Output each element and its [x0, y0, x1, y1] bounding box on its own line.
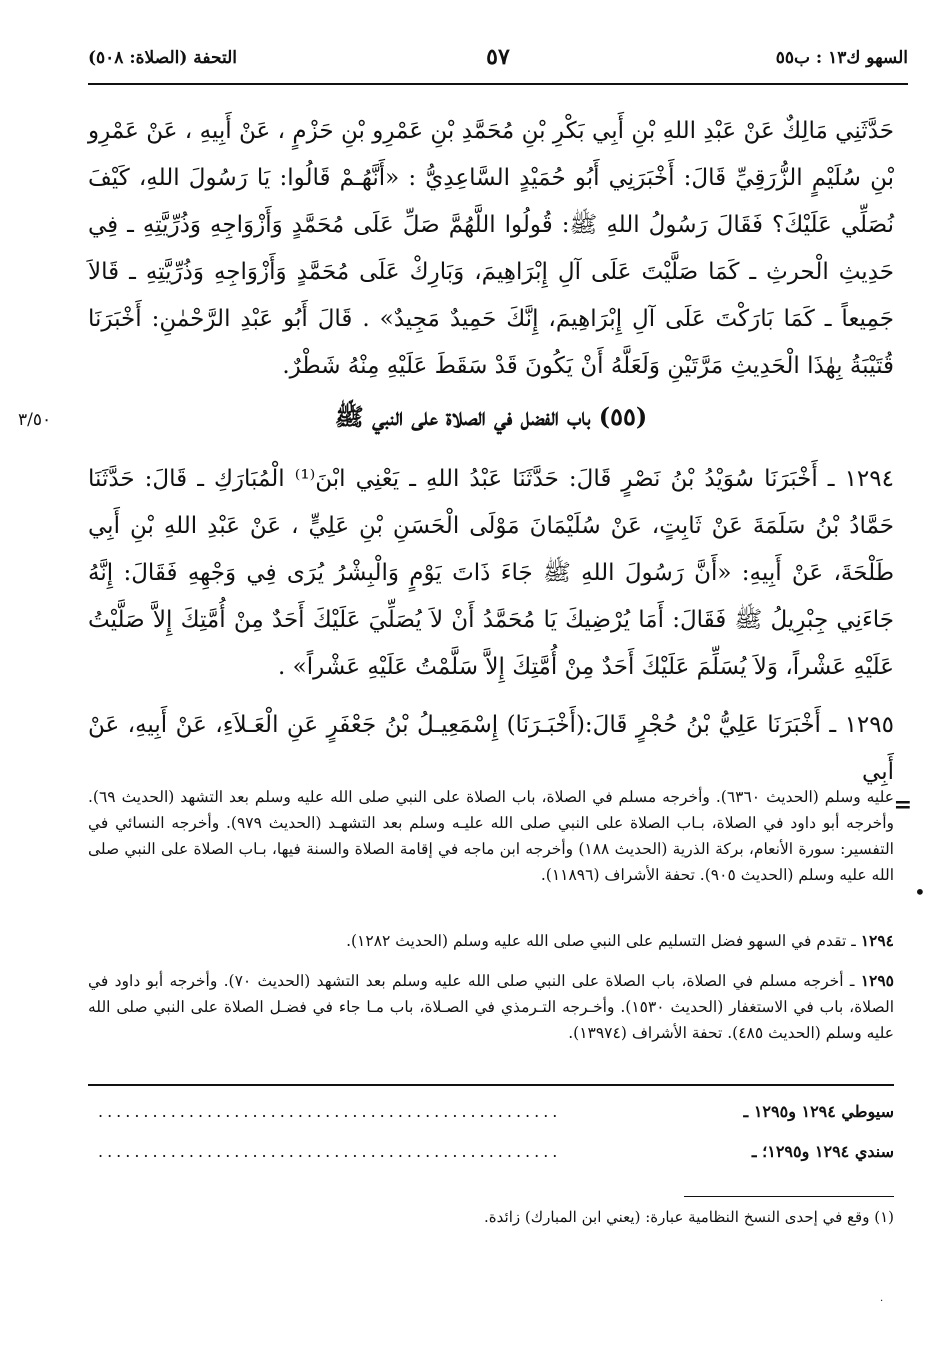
page-number: ٥٧ [486, 44, 510, 70]
header-tuhfa-ref: التحفة (الصلاة: ٥٠٨) [88, 48, 238, 68]
commentary-sindi [88, 1142, 894, 1168]
commentary-sindi-label: سندي ١٢٩٤ و١٢٩٥؛ ـ [751, 1142, 894, 1161]
footnote-1295-text: ـ أخرجه مسلم في الصلاة، باب الصلاة على النبي صلى الله عليه وسلم بعد التشهد (الحديث ٧٠). وأخرجه أبو داود في الصلاة، باب في الاستغفار (الحديث ١٥٣٠). وأخـرجه التـرمذي في الصـلاة، باب مـا جاء في فضـل الصلاة على النبي صلى الله عليه وسلم (الحديث ٤٨٥). تحفة الأشراف (١٣٩٧٤). [88, 972, 895, 1042]
endnote-rule [684, 1196, 894, 1197]
header-rule [88, 83, 908, 85]
footnote-1294 [88, 928, 894, 954]
hadith-paragraph-1: حَدَّثَنِي مَالِكٌ عَنْ عَبْدِ اللهِ بْنِ أَبِي بَكْرِ بْنِ مُحَمَّدِ بْنِ عَمْرِو بْنِ حَزْمٍ ، عَنْ أَبِيهِ ، عَنْ عَمْرِو بْنِ سُلَيْمٍ الزُّرَقِيِّ قَالَ: أَخْبَرَنِي أَبُو حُمَيْدٍ السَّاعِدِيُّ : «أَنَّهُـمْ قَالُوا: يَا رَسُولَ اللهِ، كَيْفَ نُصَلِّي عَلَيْكَ؟ فَقَالَ رَسُولُ اللهِ ﷺ: قُولُوا اللَّهُمَّ صَلِّ عَلَى مُحَمَّدٍ وَأَزْوَاجِهِ وَذُرِّيَّتِهِ ـ فِي حَدِيثِ الْحرثِ ـ كَمَا صَلَّيْتَ عَلَى آلِ إِبْرَاهِيمَ، وَبَارِكْ عَلَى مُحَمَّدٍ وَأَزْوَاجِهِ وَذُرِّيَّتِهِ ـ قَالاَ جَمِيعاً ـ كَمَا بَارَكْتَ عَلَى آلِ إِبْرَاهِيمَ، إِنَّكَ حَمِيدٌ مَجِيدٌ» . قَالَ أَبُو عَبْدِ الرَّحْمٰنِ: أَخْبَرَنَا قُتَيْبَةُ بِهٰذَا الْحَدِيثِ مَرَّتَيْنِ وَلَعَلَّهُ أَنْ يَكُونَ قَدْ سَقَطَ عَلَيْهِ مِنْهُ شَطْرٌ. [88, 118, 894, 379]
commentary-suyuti [88, 1102, 894, 1128]
section-title: (٥٥) باب الفضل في الصلاة على النبي ﷺ [334, 402, 648, 431]
commentary-sindi-dots: ................................................... [98, 1142, 562, 1161]
commentary-rule [88, 1084, 894, 1086]
commentary-suyuti-dots: ................................................... [98, 1102, 562, 1121]
scan-speck: · [880, 1296, 884, 1307]
footnote-1294-number: ١٢٩٤ [860, 931, 894, 950]
endnote: (١) وقع في إحدى النسخ النظامية عبارة: (يعني ابن المبارك) زائدة. [484, 1208, 894, 1226]
footnote-1295-number: ١٢٩٥ [860, 971, 894, 990]
footnote-continuation-mark: = [893, 792, 912, 818]
page-header [88, 44, 908, 80]
hadith-1294: ١٢٩٤ ـ أَخْبَرَنَا سُوَيْدُ بْنُ نَصْرٍ قَالَ: حَدَّثَنَا عَبْدُ اللهِ ـ يَعْنِي ابْنَ⁽¹⁾ الْمُبَارَكِ ـ قَالَ: حَدَّثَنَا حَمَّادُ بْنُ سَلَمَةَ عَنْ ثَابِتٍ، عَنْ سُلَيْمَانَ مَوْلَى الْحَسَنِ بْنِ عَلِيٍّ ، عَنْ عَبْدِ اللهِ بْنِ أَبِي طَلْحَةَ، عَنْ أَبِيهِ: «أَنَّ رَسُولَ اللهِ ﷺ جَاءَ ذَاتَ يَوْمٍ وَالْبِشْرُ يُرَى فِي وَجْهِهِ فَقَالَ: إِنَّهُ جَاءَنِي جِبْرِيلُ ﷺ فَقَالَ: أَمَا يُرْضِيكَ يَا مُحَمَّدُ أَنْ لاَ يُصَلِّيَ عَلَيْكَ أَحَدٌ مِنْ أُمَّتِكَ إِلاَّ صَلَّيْتُ عَلَيْهِ عَشْراً، وَلاَ يُسَلِّمَ عَلَيْكَ أَحَدٌ مِنْ أُمَّتِكَ إِلاَّ سَلَّمْتُ عَلَيْهِ عَشْراً» . [88, 466, 894, 680]
margin-reference: ٣/٥٠ [18, 410, 52, 430]
footnote-continuation: عليه وسلم (الحديث ٦٣٦٠). وأخرجه مسلم في الصلاة، باب الصلاة على النبي صلى الله عليه وسلم بعد التشهد (الحديث ٦٩). وأخرجه أبو داود في الصلاة، بـاب الصلاة على النبي صلى الله عليـه وسلم بعد التشهـد (الحديث ٩٧٩). وأخرجه النسائي في التفسير: سورة الأنعام، بركة الذرية (الحديث ١٨٨) وأخرجه ابن ماجه في إقامة الصلاة والسنة فيها، بـاب الصلاة على النبي صلى الله عليه وسلم (الحديث ٩٠٥). تحفة الأشراف (١١٨٩٦). [88, 788, 894, 884]
footnote-1295 [88, 968, 894, 1046]
footnote-1294-text: ـ تقدم في السهو فضل التسليم على النبي صلى الله عليه وسلم (الحديث ١٢٨٢). [346, 932, 861, 950]
commentary-suyuti-label: سيوطي ١٢٩٤ و١٢٩٥ ـ [743, 1102, 894, 1121]
hadith-1295-start: ١٢٩٥ ـ أَخْبَرَنَا عَلِيُّ بْنُ حُجْرٍ قَالَ:(أَخْبَـرَنَا) إِسْمَعِيـلُ بْنُ جَعْفَرٍ عَنِ الْعَـلاَءِ، عَنْ أَبِيهِ، عَنْ أَبِي [88, 712, 894, 785]
margin-bullet: • [914, 880, 926, 904]
header-chapter-ref: السهو ك١٣ : ب٥٥ [775, 48, 908, 68]
